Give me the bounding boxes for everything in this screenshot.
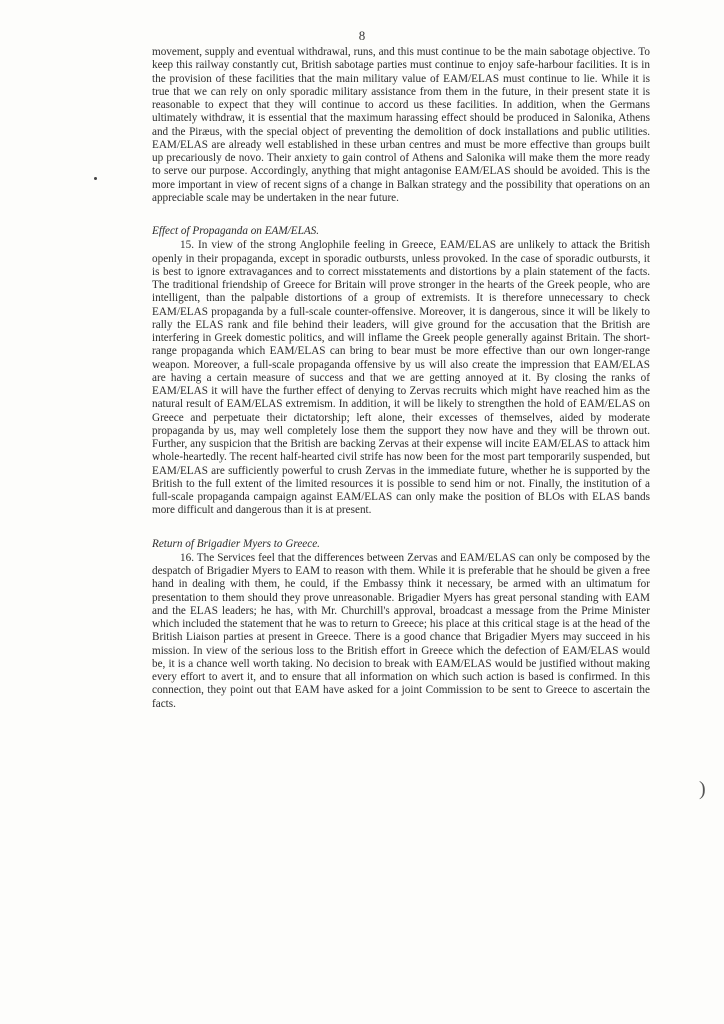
paragraph-16 (152, 552, 650, 711)
paragraph-text: In view of the strong Anglophile feeling in Greece, EAM/ELAS are unlikely to attack the British openly in their propaganda, except in sporadic outbursts, unless provoked. In the case of sporadic outbursts, it is best to ignore extravagances and to correct misstatements and distortions by a plain statement of the facts. The traditional friendship of Greece for Britain will prove stronger in the hearts of the Greek people, who are intelligent, than the palpable distortions of a group of extremists. It is therefore unnecessary to check EAM/ELAS propaganda by a full-scale counter-offensive. Moreover, it is dangerous, since it will be likely to rally the ELAS rank and file behind their leaders, will give ground for the accusation that the British are interfering in Greek domestic politics, and will inflame the Greek people generally against Britain. The short-range propaganda which EAM/ELAS can bring to bear must be more effective than our own longer-range weapon. Moreover, a full-scale propaganda offensive by us will also create the impression that EAM/ELAS are having a certain measure of success and that we are getting annoyed at it. By closing the ranks of EAM/ELAS it will have the further effect of denying to Zervas recruits which might have reached him as the natural result of EAM/ELAS extremism. In addition, it will be likely to strengthen the hold of EAM/ELAS on Greece and perpetuate their dictatorship; left alone, their excesses of themselves, aided by moderate propaganda by us, may well completely lose them the support they now have and they will be thrown out. Further, any suspicion that the British are backing Zervas at their expense will incite EAM/ELAS to attack him whole-heartedly. The recent half-hearted civil strife has now been for the most part temporarily suspended, but EAM/ELAS are sufficiently powerful to crush Zervas in the immediate future, whether he is supported by the British to the full extent of the limited resources it is possible to send him or not. Finally, the institution of a full-scale propaganda campaign against EAM/ELAS can only make the position of BLOs with ELAS bands more difficult and dangerous than it is at present. (152, 239, 650, 517)
paragraph-continuation: movement, supply and eventual withdrawal, runs, and this must continue to be the main sabotage objective. To keep this railway constantly cut, British sabotage parties must continue to enjoy safe-harbour facilities. It is in the provision of these facilities that the main military value of EAM/ELAS must continue to lie. While it is true that we can rely on only sporadic military assistance from them in the future, in their present state it is reasonable to expect that they will continue to accord us these facilities. In addition, when the Germans ultimately withdraw, it is essential that the maximum harassing effect should be produced in Salonika, Athens and the Piræus, with the special object of preventing the demolition of dock installations and public utilities. EAM/ELAS are already well established in these urban centres and must be more effective than groups built up precariously de novo. Their anxiety to gain control of Athens and Salonika will make them the more ready to serve our purpose. Accordingly, anything that might antagonise EAM/ELAS should be avoided. This is the more important in view of recent signs of a change in Balkan strategy and the possibility that operations on an appreciable scale may be undertaken in the near future. (152, 46, 650, 204)
paragraph-number: 16. (180, 551, 194, 564)
page-number: 8 (358, 28, 366, 43)
paragraph-15 (152, 239, 650, 517)
margin-bracket-mark: ) (699, 778, 706, 800)
section-heading-propaganda: Effect of Propaganda on EAM/ELAS. (152, 225, 320, 237)
paragraph-number: 15. (180, 239, 194, 252)
paragraph-text: The Services feel that the differences between Zervas and EAM/ELAS can only be composed by the despatch of Brigadier Myers to EAM to reason with them. While it is preferable that he should be given a free hand in dealing with them, he could, if the Embassy think it necessary, be armed with an ultimatum for presentation to them should they prove unreasonable. Brigadier Myers has great personal standing with EAM and the ELAS leaders; he has, with Mr. Churchill's approval, broadcast a message from the Prime Minister which included the statement that he was to return to Greece; his place at this critical stage is at the head of the British Liaison parties at present in Greece. There is a good chance that Brigadier Myers may succeed in his mission. In view of the serious loss to the British effort in Greece which the defection of EAM/ELAS would be, it is a chance well worth taking. No decision to break with EAM/ELAS would be justified without making every effort to avert it, and to ensure that all information on which such action is based is confirmed. In this connection, they point out that EAM have asked for a joint Commission to be sent to Greece to ascertain the facts. (152, 551, 650, 710)
stray-ink-dot (94, 177, 97, 180)
section-heading-brigadier-myers: Return of Brigadier Myers to Greece. (152, 537, 320, 550)
document-body (152, 46, 650, 711)
